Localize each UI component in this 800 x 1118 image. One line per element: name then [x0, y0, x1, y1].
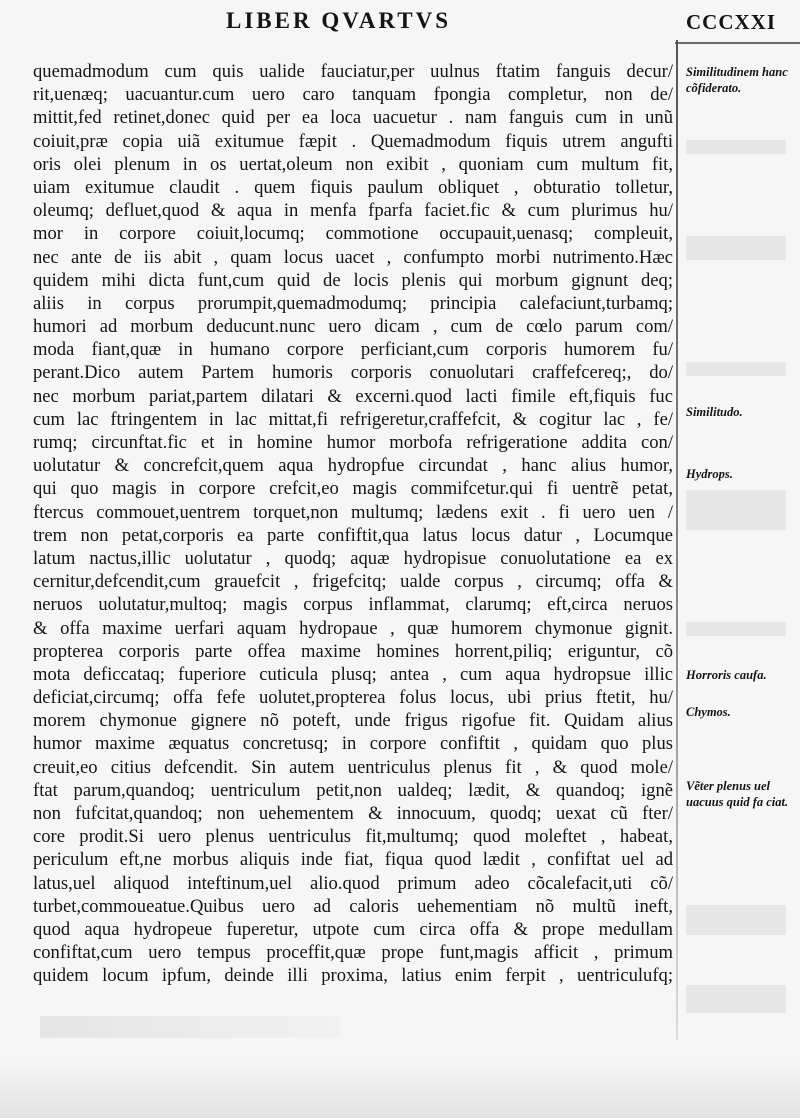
show-through-mark	[686, 490, 786, 530]
margin-note-similitudinem: Similitudinem hanc cõfiderato.	[686, 65, 788, 95]
text-line: periculum eft,ne morbus aliquis inde fiat, fiqua quod lædit , confiftat uel ad	[33, 849, 673, 871]
text-line: deficiat,circumq; offa fefe uolutet,propterea folus locus, ubi prius ftetit, hu/	[33, 687, 673, 709]
text-line: morem chymonue gignere nõ poteft, unde frigus rigofue fit. Quidam alius	[33, 710, 673, 732]
show-through-mark	[686, 362, 786, 376]
text-line: quod aqua hydropeue fuperetur, utpote cum circa offa & prope medullam	[33, 918, 673, 940]
text-line: ftat parum,quandoq; uentriculum petit,non ualdeq; lædit, & quandoq; ignẽ	[33, 779, 673, 801]
page-bottom-shadow	[0, 1060, 800, 1118]
margin-note-similitudo: Similitudo.	[686, 405, 743, 419]
text-line: coiuit,præ copia uiã exitumue fæpit . Quemadmodum fiquis utrem angufti	[33, 130, 673, 152]
margin-note-chymos: Chymos.	[686, 705, 731, 719]
text-line: creuit,eo citius defcendit. Sin autem uentriculus plenus fit , & quod mole/	[33, 756, 673, 778]
header-rule	[675, 42, 800, 44]
text-line: & offa maxime uerfari aquam hydropaue , quæ humorem chymonue gignit.	[33, 617, 673, 639]
text-line: mor in corpore coiuit,locumq; commotione occupauit,uenasq; compleuit,	[33, 223, 673, 245]
text-line: aliis in corpus prorumpit,quemadmodumq; principia calefaciunt,turbamq;	[33, 292, 673, 314]
main-text-block	[33, 60, 673, 988]
show-through-mark	[686, 236, 786, 260]
text-line: latus,uel aliquod inteftinum,uel alio.quod primum adeo cõcalefacit,uti cõ/	[33, 872, 673, 894]
text-line: humori ad morbum deducunt.nunc uero dicam , cum de cœlo parum com/	[33, 316, 673, 338]
margin-column-rule	[676, 40, 678, 1040]
text-line: cum lac ftringentem in lac mittat,fi refrigeretur,craffefcit, & cogitur lac , fe/	[33, 408, 673, 430]
text-line: uiam exitumue claudit . quem fiquis paulum obliquet , obturatio tolletur,	[33, 176, 673, 198]
text-line: quidem mihi dicta funt,cum quid de locis plenis qui morbum gignunt deq;	[33, 269, 673, 291]
text-line: turbet,commoueatue.Quibus uero ad caloris uehementiam nõ multũ ineft,	[33, 895, 673, 917]
text-line: ftercus commouet,uentrem torquet,non multumq; lædens exit . fi uero uen /	[33, 501, 673, 523]
text-line: rit,uenæq; uacuantur.cum uero caro tanquam fpongia completur, non de/	[33, 84, 673, 106]
text-line: moda fiant,quæ in humano corpore perficiant,cum corporis humorem fu/	[33, 339, 673, 361]
text-line: confiftat,cum uero tempus proceffit,quæ prope funt,magis afficit , primum	[33, 942, 673, 964]
text-line: mota deficcataq; fuperiore cuticula plusq; antea , cum aqua hydropsue illic	[33, 663, 673, 685]
margin-note-venter: Vẽter plenus uel uacuus quid fa ciat.	[686, 779, 789, 809]
text-line: quemadmodum cum quis ualide fauciatur,per uulnus ftatim fanguis decur/	[33, 61, 673, 82]
text-line: cernitur,defcendit,cum grauefcit , frigefcitq; ualde corpus , circumq; offa &	[33, 571, 673, 593]
text-line: qui quo magis in corpore crefcit,eo magis commifcetur.qui fi uentrẽ petat,	[33, 478, 673, 500]
text-line: neruos uolutatur,multoq; magis corpus inflammat, clarumq; eft,circa neruos	[33, 594, 673, 616]
show-through-mark	[686, 140, 786, 154]
text-line: nec morbum pariat,partem dilatari & excerni.quod lacti fimile eft,fiquis fuc	[33, 385, 673, 407]
show-through-mark	[686, 985, 786, 1013]
show-through-mark	[686, 622, 786, 636]
text-line: core prodit.Si uero plenus uentriculus fit,multumq; quod moleftet , habeat,	[33, 826, 673, 848]
text-line: trem non petat,corporis ea parte confiftit,qua latus locus datur , Locumque	[33, 524, 673, 546]
text-line: humor maxime æquatus concretusq; in corpore confiftit , quidam quo plus	[33, 733, 673, 755]
margin-note-horroris: Horroris caufa.	[686, 668, 767, 682]
running-title: LIBER QVARTVS	[226, 8, 452, 33]
text-line: oleumq; defluet,quod & aqua in menfa fparfa faciet.fic & cum plurimus hu/	[33, 200, 673, 222]
show-through-bottom	[40, 1016, 340, 1038]
show-through-mark	[686, 905, 786, 935]
text-line: nec ante de iis abit , quam locus uacet , confumpto morbi nutrimento.Hæc	[33, 246, 673, 268]
text-line: mittit,fed retinet,donec quid per ea loca uacuetur . nam fanguis cum in unũ	[33, 107, 673, 129]
text-line: non fufcitat,quandoq; non uehementem & innocuum, quodq; uexat cũ fter/	[33, 803, 673, 824]
text-line: uolutatur & concrefcit,quem aqua hydropfue circundat , hanc alius humor,	[33, 455, 673, 477]
text-line: oris olei plenum in os uertat,oleum non exibit , quoniam cum multum fit,	[33, 153, 673, 175]
text-line: propterea corporis parte offea maxime homines horrent,piliq; eriguntur, cõ	[33, 640, 673, 662]
text-line: perant.Dico autem Partem humoris corporis conuolutari craffefcereq;, do/	[33, 362, 673, 384]
margin-note-hydrops: Hydrops.	[686, 467, 733, 481]
text-line: latum nactus,illic uolutatur , quodq; aquæ hydropisue conuolutatione ea ex	[33, 547, 673, 569]
text-line: rumq; circunftat.fic et in homine humor morbofa refrigeratione addita con/	[33, 432, 673, 453]
folio-number: CCCXXI	[686, 10, 776, 34]
text-line: quidem locum ipfum, deinde illi proxima, latius enim ferpit , uentriculufq;	[33, 965, 673, 987]
